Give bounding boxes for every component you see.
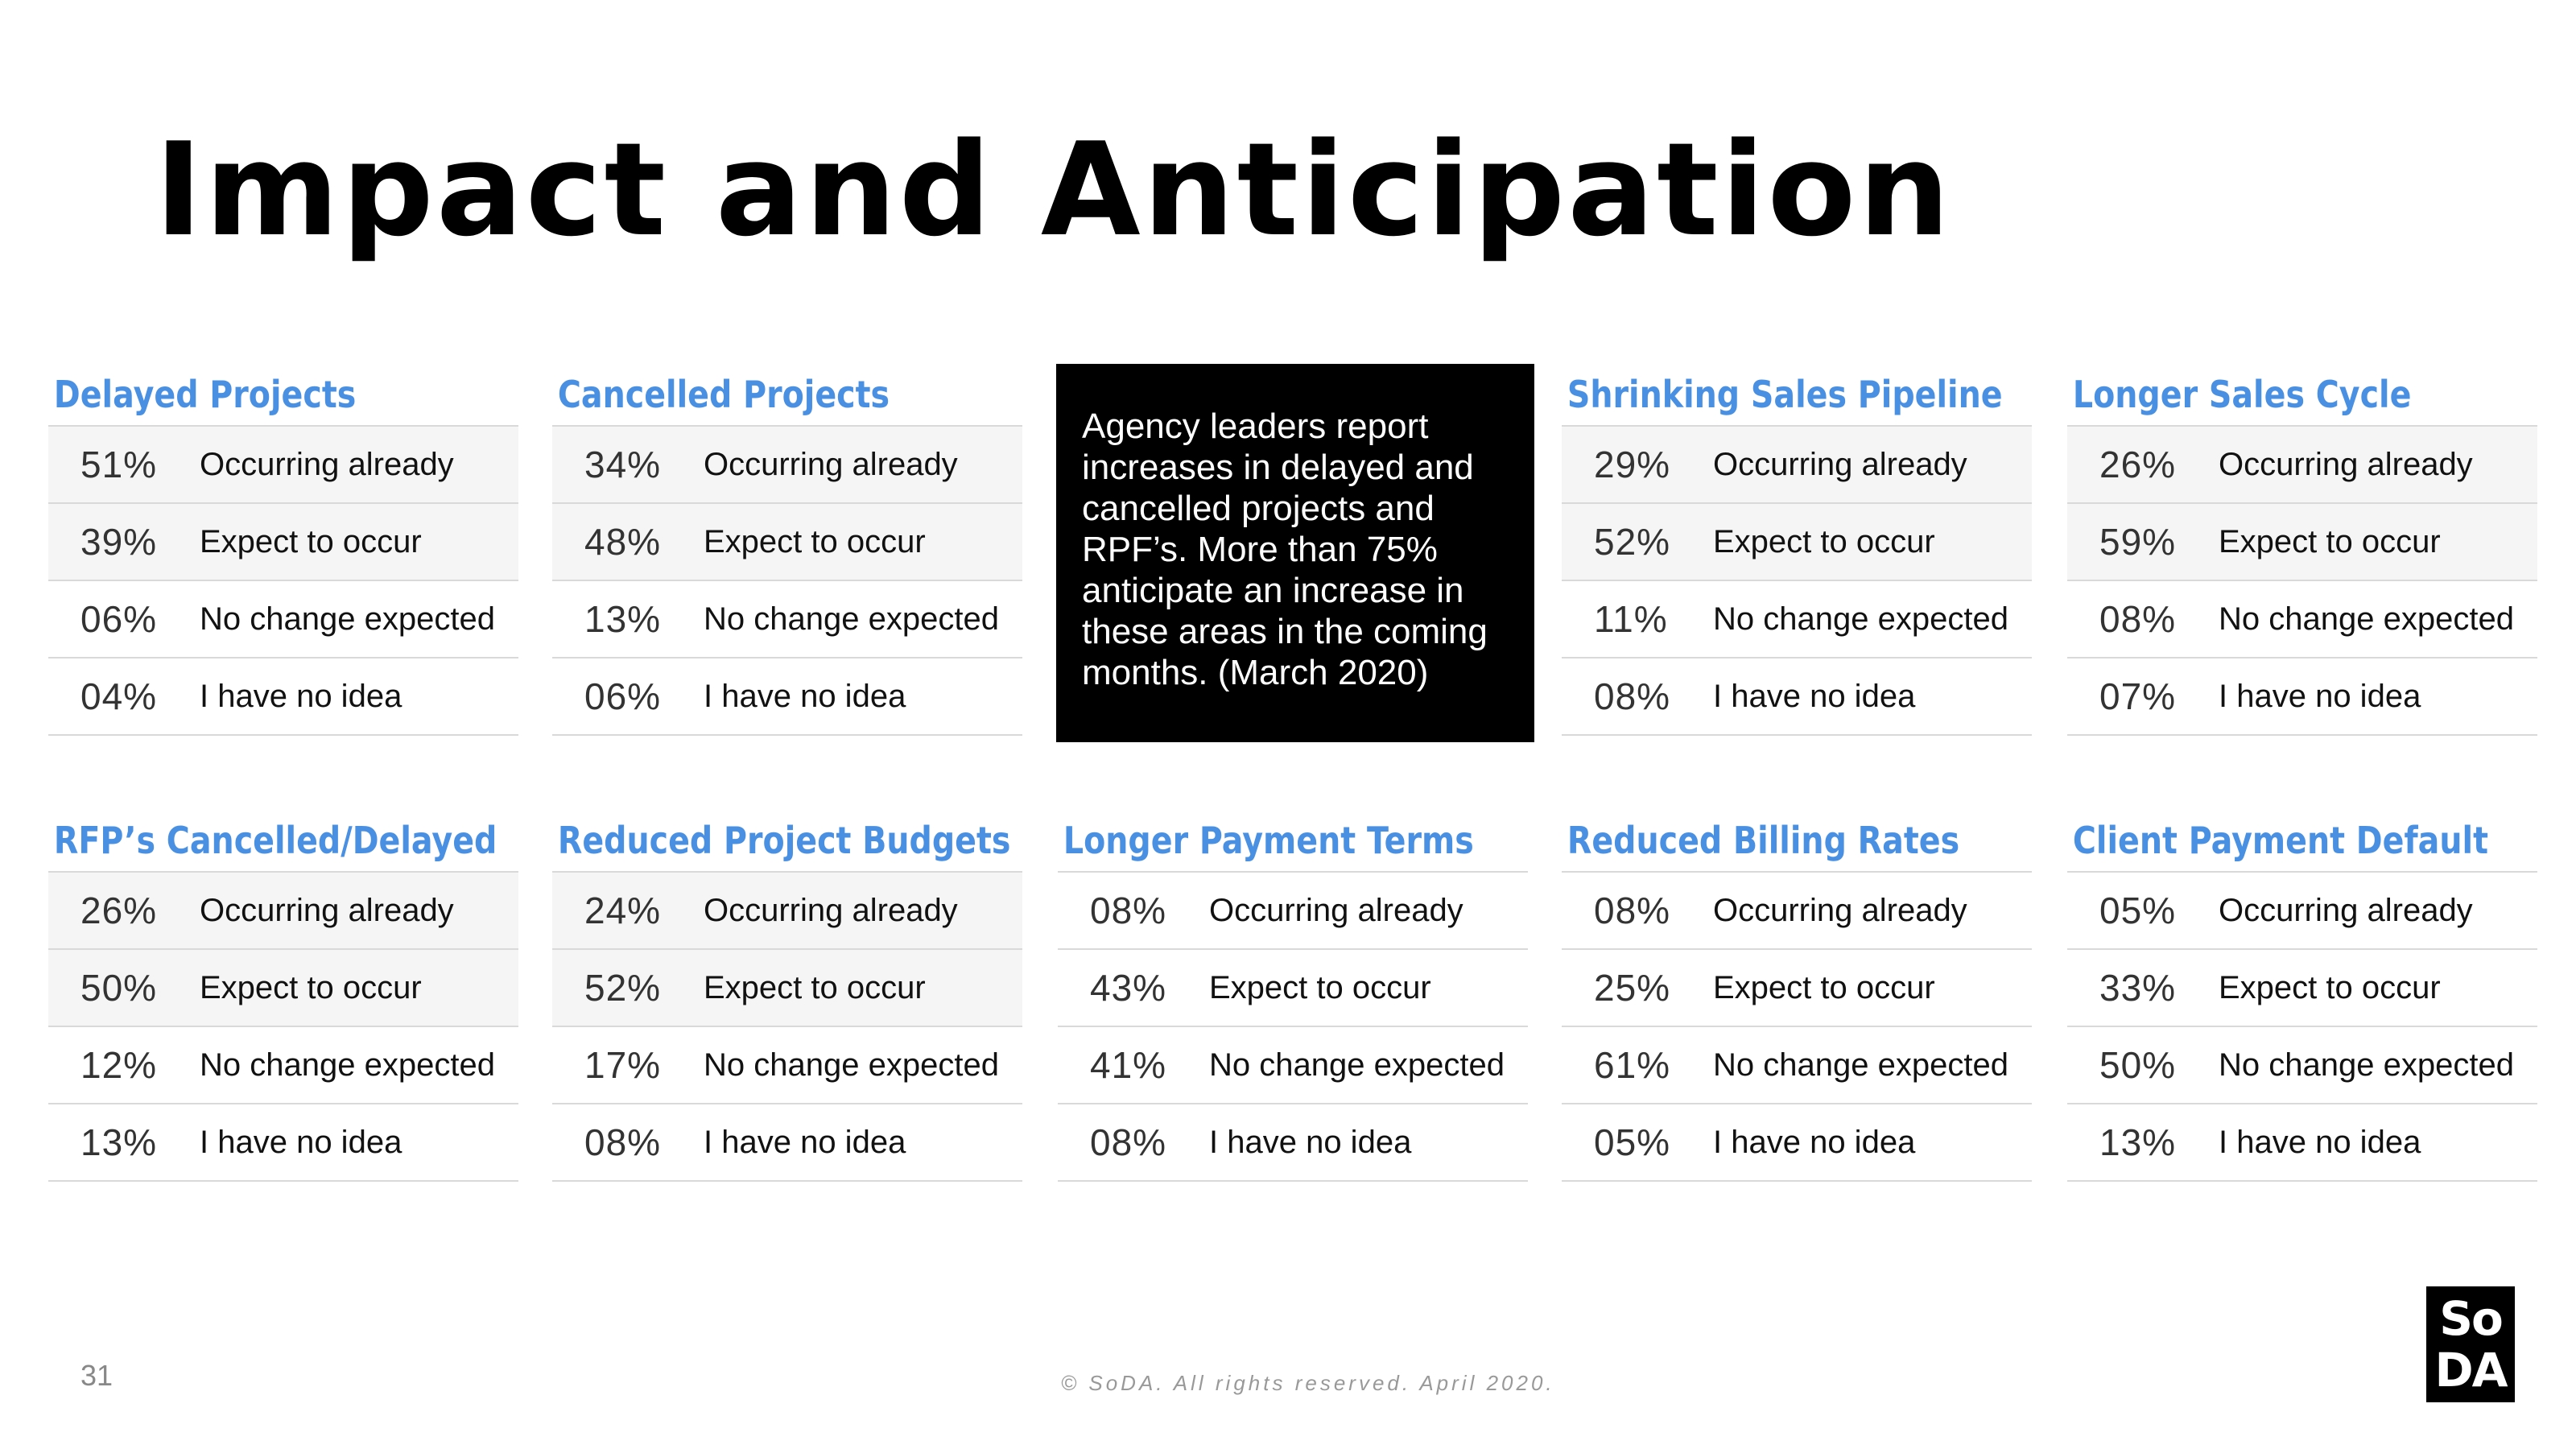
table-row xyxy=(2067,1027,2537,1104)
table-row xyxy=(552,658,1022,736)
row-percentage: 08% xyxy=(584,1121,662,1163)
row-percentage: 43% xyxy=(1090,967,1167,1009)
row-percentage: 04% xyxy=(80,675,158,717)
table-rows xyxy=(552,871,1022,1182)
row-percentage: 29% xyxy=(1594,444,1671,485)
row-label: I have no idea xyxy=(1209,1124,1412,1160)
table-title: Reduced Billing Rates xyxy=(1567,819,1960,862)
row-label: Occurring already xyxy=(200,892,454,928)
row-percentage: 08% xyxy=(1594,675,1671,717)
row-label: I have no idea xyxy=(704,1124,906,1160)
table-row xyxy=(2067,1104,2537,1182)
table-row xyxy=(1058,1027,1528,1104)
row-percentage: 33% xyxy=(2099,967,2177,1009)
table-title: Client Payment Default xyxy=(2072,819,2489,862)
table-row xyxy=(1058,873,1528,950)
page-number: 31 xyxy=(80,1359,114,1392)
table-row xyxy=(2067,873,2537,950)
row-label: No change expected xyxy=(704,1046,999,1083)
row-label: Expect to occur xyxy=(704,969,926,1005)
row-label: Occurring already xyxy=(1713,446,1967,482)
table-row xyxy=(48,504,518,581)
row-label: I have no idea xyxy=(2219,678,2421,714)
table-rows xyxy=(1562,871,2032,1182)
row-label: Occurring already xyxy=(200,446,454,482)
table-rows xyxy=(48,425,518,736)
table-row xyxy=(552,427,1022,504)
table-rows xyxy=(2067,425,2537,736)
row-percentage: 05% xyxy=(1594,1121,1671,1163)
row-percentage: 39% xyxy=(80,521,158,563)
table-title: Longer Sales Cycle xyxy=(2072,373,2412,416)
row-percentage: 17% xyxy=(584,1044,662,1086)
table-reduced-project-budgets xyxy=(552,810,1022,1182)
table-title: Reduced Project Budgets xyxy=(557,819,1011,862)
row-percentage: 52% xyxy=(584,967,662,1009)
row-label: No change expected xyxy=(1713,1046,2008,1083)
row-label: I have no idea xyxy=(704,678,906,714)
row-label: Expect to occur xyxy=(2219,523,2441,559)
table-row xyxy=(552,873,1022,950)
row-label: I have no idea xyxy=(200,1124,402,1160)
table-title: Cancelled Projects xyxy=(557,373,890,416)
table-reduced-billing-rates xyxy=(1562,810,2032,1182)
table-row xyxy=(2067,504,2537,581)
table-rows xyxy=(2067,871,2537,1182)
row-label: No change expected xyxy=(200,601,495,637)
table-client-payment-default xyxy=(2067,810,2537,1182)
table-title: Shrinking Sales Pipeline xyxy=(1567,373,2003,416)
row-percentage: 08% xyxy=(1594,890,1671,931)
row-percentage: 26% xyxy=(2099,444,2177,485)
table-row xyxy=(2067,427,2537,504)
row-label: Expect to occur xyxy=(200,969,422,1005)
row-percentage: 08% xyxy=(1090,1121,1167,1163)
row-label: Occurring already xyxy=(2219,446,2473,482)
table-row xyxy=(552,1027,1022,1104)
row-percentage: 11% xyxy=(1594,598,1668,640)
table-row xyxy=(1562,1104,2032,1182)
row-label: Occurring already xyxy=(704,892,958,928)
row-percentage: 08% xyxy=(1090,890,1167,931)
table-row xyxy=(1058,950,1528,1027)
table-delayed-projects xyxy=(48,364,518,736)
row-label: No change expected xyxy=(2219,601,2514,637)
table-title: Longer Payment Terms xyxy=(1063,819,1474,862)
row-percentage: 06% xyxy=(80,598,158,640)
row-label: I have no idea xyxy=(200,678,402,714)
row-percentage: 50% xyxy=(2099,1044,2177,1086)
logo-line-2: DA xyxy=(2434,1343,2507,1397)
table-shrinking-sales-pipeline xyxy=(1562,364,2032,736)
table-row xyxy=(2067,950,2537,1027)
table-row xyxy=(1562,950,2032,1027)
row-label: I have no idea xyxy=(2219,1124,2421,1160)
row-label: Expect to occur xyxy=(2219,969,2441,1005)
row-label: Expect to occur xyxy=(704,523,926,559)
row-label: Occurring already xyxy=(1209,892,1463,928)
row-label: Expect to occur xyxy=(200,523,422,559)
table-row xyxy=(48,873,518,950)
row-label: No change expected xyxy=(1209,1046,1505,1083)
row-label: Expect to occur xyxy=(1713,969,1935,1005)
table-row xyxy=(2067,581,2537,658)
table-longer-sales-cycle xyxy=(2067,364,2537,736)
row-label: Expect to occur xyxy=(1209,969,1431,1005)
row-label: Expect to occur xyxy=(1713,523,1935,559)
row-percentage: 41% xyxy=(1090,1044,1167,1086)
row-percentage: 26% xyxy=(80,890,158,931)
row-percentage: 13% xyxy=(2099,1121,2177,1163)
row-label: No change expected xyxy=(1713,601,2008,637)
table-row xyxy=(1562,581,2032,658)
table-rows xyxy=(552,425,1022,736)
row-percentage: 61% xyxy=(1594,1044,1671,1086)
table-cancelled-projects xyxy=(552,364,1022,736)
table-row xyxy=(552,504,1022,581)
row-percentage: 05% xyxy=(2099,890,2177,931)
row-label: I have no idea xyxy=(1713,678,1916,714)
table-row xyxy=(1562,1027,2032,1104)
table-row xyxy=(48,950,518,1027)
table-row xyxy=(48,1027,518,1104)
row-percentage: 07% xyxy=(2099,675,2177,717)
table-row xyxy=(552,950,1022,1027)
row-percentage: 24% xyxy=(584,890,662,931)
row-percentage: 59% xyxy=(2099,521,2177,563)
table-row xyxy=(552,581,1022,658)
table-row xyxy=(48,581,518,658)
table-row xyxy=(1058,1104,1528,1182)
row-percentage: 12% xyxy=(80,1044,158,1086)
row-percentage: 13% xyxy=(584,598,662,640)
row-percentage: 13% xyxy=(80,1121,158,1163)
row-percentage: 48% xyxy=(584,521,662,563)
row-label: No change expected xyxy=(704,601,999,637)
row-percentage: 50% xyxy=(80,967,158,1009)
table-row xyxy=(48,427,518,504)
table-row xyxy=(2067,658,2537,736)
table-rows xyxy=(1058,871,1528,1182)
row-percentage: 25% xyxy=(1594,967,1671,1009)
copyright-footer: © SoDA. All rights reserved. April 2020. xyxy=(1061,1371,1555,1395)
logo-line-1: So xyxy=(2439,1291,2502,1346)
row-label: Occurring already xyxy=(2219,892,2473,928)
table-row xyxy=(1562,427,2032,504)
row-percentage: 08% xyxy=(2099,598,2177,640)
callout-box: Agency leaders report increases in delayed and cancelled projects and RPF’s. More than 75% anticipate an increase in these areas in the coming months. (March 2020) xyxy=(1056,364,1534,742)
row-percentage: 51% xyxy=(80,444,158,485)
soda-logo xyxy=(2426,1286,2515,1402)
row-label: Occurring already xyxy=(704,446,958,482)
table-row xyxy=(552,1104,1022,1182)
row-percentage: 34% xyxy=(584,444,662,485)
table-row xyxy=(1562,658,2032,736)
table-title: RFP’s Cancelled/Delayed xyxy=(53,819,497,862)
table-rfps-cancelled-delayed xyxy=(48,810,518,1182)
row-label: No change expected xyxy=(2219,1046,2514,1083)
row-percentage: 52% xyxy=(1594,521,1671,563)
table-row xyxy=(48,1104,518,1182)
table-row xyxy=(1562,504,2032,581)
table-row xyxy=(48,658,518,736)
table-rows xyxy=(48,871,518,1182)
row-label: I have no idea xyxy=(1713,1124,1916,1160)
row-label: No change expected xyxy=(200,1046,495,1083)
page-title: Impact and Anticipation xyxy=(155,114,1953,265)
table-title: Delayed Projects xyxy=(53,373,357,416)
row-percentage: 06% xyxy=(584,675,662,717)
table-longer-payment-terms xyxy=(1058,810,1528,1182)
table-row xyxy=(1562,873,2032,950)
row-label: Occurring already xyxy=(1713,892,1967,928)
table-rows xyxy=(1562,425,2032,736)
